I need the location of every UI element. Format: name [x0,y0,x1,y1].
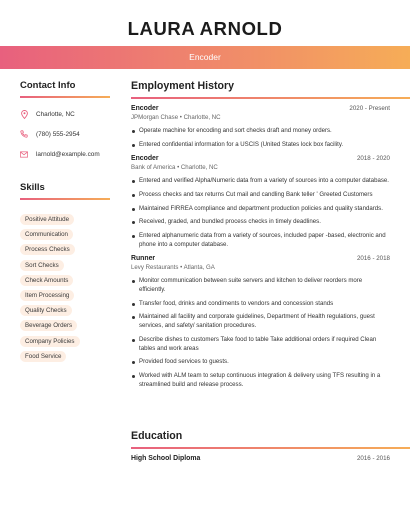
employment-section-title: Employment History [131,80,235,92]
job-employer [131,164,390,171]
job-bullet: Maintained FIRREA compliance and department production policies and quality standards. [131,205,390,214]
job-bullets [131,177,390,249]
section-divider [131,97,410,99]
job-location: Charlotte, NC [180,164,218,172]
separator-dot: • [180,264,184,272]
job-bullet: Transfer food, drinks and condiments to vendors and concession stands [131,300,390,309]
skills-section-title: Skills [20,182,45,193]
job-location: Charlotte, NC [183,114,221,121]
job-employer [131,264,390,271]
separator-dot: • [179,114,184,121]
contact-phone [20,124,110,144]
main-content [131,80,390,394]
phone-icon [20,130,28,138]
job-bullet: Process checks and tax returns Cut mail and candling Bank teller ' Greeted Customers [131,191,390,200]
education-dates: 2016 - 2016 [356,455,390,462]
skills-list [20,208,110,360]
contact-phone-text: (780) 555-2954 [36,130,80,138]
separator-dot: • [177,164,181,172]
job-location: Atlanta, GA [183,264,215,272]
skill-tag: Company Policies [20,336,80,347]
job-bullet: Provided food services to guests. [131,358,390,367]
skill-tag: Sort Checks [20,260,64,271]
job-bullet: Entered alphanumeric data from a variety of sources, included paper -based, electronic and phone into a computer database. [131,232,390,250]
skill-tag: Positive Attitude [20,214,74,225]
section-divider [20,96,110,98]
contact-location-text: Charlotte, NC [36,110,75,118]
skill-tag: Process Checks [20,244,75,255]
skill-tag: Check Amounts [20,275,73,286]
contact-email-text[interactable]: larnold@example.com [36,150,100,158]
job-company: JPMorgan Chase [131,114,179,121]
skill-tag: Beverage Orders [20,320,77,331]
contact-email [20,144,110,164]
job-dates: 2018 - 2020 [356,155,390,163]
job-bullet: Describe dishes to customers Take food to table Take additional orders if required Clean tables and work areas [131,336,390,354]
contact-section-title: Contact Info [20,80,76,91]
skill-tag: Quality Checks [20,305,72,316]
job-bullet: Entered and verified Alpha/Numeric data from a variety of sources into a computer database. [131,177,390,186]
email-icon [20,150,28,158]
sidebar [20,80,110,360]
job-entry [131,155,390,249]
job-bullet: Entered confidential information for a USCIS (United States lock box facility. [131,141,390,150]
skill-tag: Item Processing [20,290,74,301]
education-section-title: Education [131,430,183,442]
candidate-name: LAURA ARNOLD [127,18,283,39]
degree-title: High School Diploma [131,455,201,462]
job-bullet: Received, graded, and bundled process checks in timely deadlines. [131,218,390,227]
skill-tag: Food Service [20,351,66,362]
location-pin-icon [20,110,28,118]
job-bullets [131,277,390,389]
section-divider [20,198,110,200]
education-section [131,430,390,462]
job-employer [131,114,390,121]
job-title: Encoder [131,155,159,163]
job-company: Bank of America [131,164,176,172]
job-bullet: Maintained all facility and corporate guidelines, Department of Health regulations, guest services, and safety/ sanitation procedures. [131,313,390,331]
job-dates: 2016 - 2018 [356,255,390,263]
education-entry [131,455,390,462]
job-bullet: Operate machine for encoding and sort checks draft and money orders. [131,127,390,136]
job-title: Encoder [131,105,159,112]
job-dates: 2020 - Present [349,105,390,112]
skill-tag: Communication [20,229,73,240]
contact-location [20,104,110,124]
section-divider [131,447,410,449]
job-bullet: Monitor communication between suite servers and kitchen to deliver reorders more efficiently. [131,277,390,295]
job-title-banner: Encoder [0,46,410,69]
job-entry [131,105,390,149]
job-company: Levy Restaurants [131,264,179,272]
job-title: Runner [131,255,156,263]
job-entry [131,255,390,389]
job-bullets [131,127,390,149]
contact-list [20,104,110,164]
job-bullet: Worked with ALM team to setup continuous integration & delivery using TFS resulting in a streamlined build and release process. [131,372,390,390]
